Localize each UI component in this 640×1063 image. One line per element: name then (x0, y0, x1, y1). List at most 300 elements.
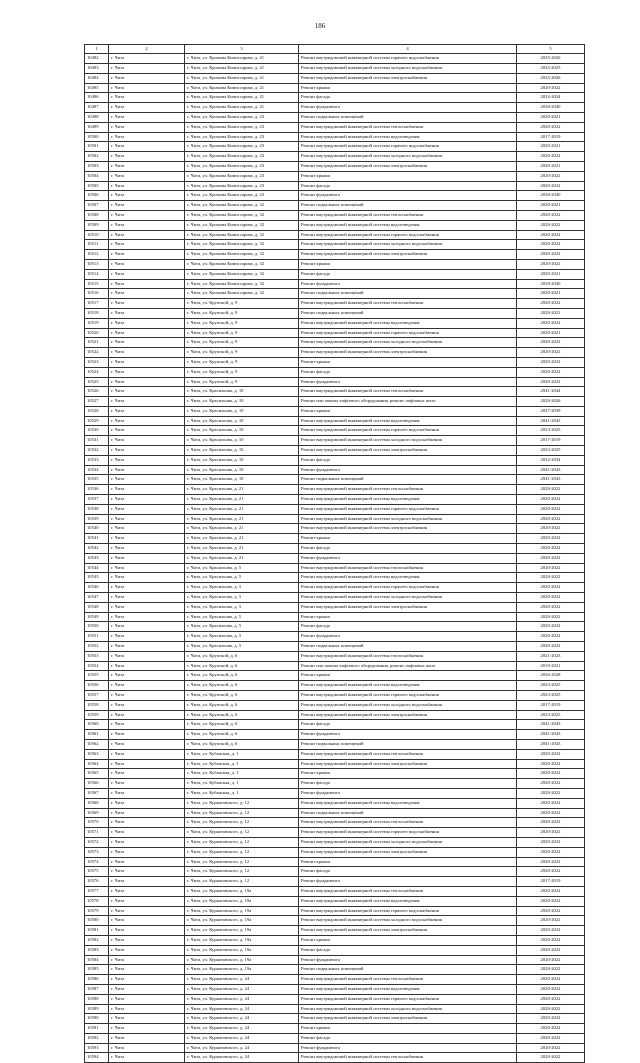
row-settlement: г. Чита (109, 877, 185, 887)
table-row (85, 181, 585, 191)
row-number: 10516 (85, 289, 109, 299)
row-work-type: Ремонт внутридомовой инженерной системы горячего водоснабжения (299, 691, 517, 701)
row-number: 10529 (85, 416, 109, 426)
row-address: г. Чита, ул. Кромова Комиссарова, д. 23 (185, 112, 299, 122)
table-row (85, 544, 585, 554)
row-settlement: г. Чита (109, 573, 185, 583)
row-work-type: Ремонт внутридомовой инженерной системы электроснабжения (299, 348, 517, 358)
row-work-type: Ремонт внутридомовой инженерной системы водоотведения (299, 681, 517, 691)
row-address: г. Чита, ул. Кромова Комиссарова, д. 32 (185, 240, 299, 250)
row-period: 2020-2022 (517, 965, 585, 975)
row-address: г. Чита, ул. Крупской, д. 6 (185, 671, 299, 681)
row-address: г. Чита, ул. Крупской, д. 9 (185, 338, 299, 348)
table-row (85, 975, 585, 985)
row-settlement: г. Чита (109, 416, 185, 426)
row-period: 2020-2022 (517, 348, 585, 358)
row-address: г. Чита, ул. Красильова, д. 21 (185, 485, 299, 495)
row-address: г. Чита, ул. Курнатовского, д. 19а (185, 935, 299, 945)
row-period: 2020-2022 (517, 769, 585, 779)
row-number: 10539 (85, 514, 109, 524)
table-row (85, 1024, 585, 1034)
row-settlement: г. Чита (109, 161, 185, 171)
row-period: 2020-2022 (517, 1033, 585, 1043)
table-row (85, 955, 585, 965)
row-settlement: г. Чита (109, 191, 185, 201)
row-period: 2020-2022 (517, 759, 585, 769)
table-row (85, 397, 585, 407)
row-settlement: г. Чита (109, 308, 185, 318)
table-row (85, 632, 585, 642)
row-number: 10554 (85, 661, 109, 671)
row-address: г. Чита, ул. Крупской, д. 6 (185, 710, 299, 720)
row-address: г. Чита, ул. Курнатовского, д. 19а (185, 955, 299, 965)
row-period: 2017-2019 (517, 877, 585, 887)
row-settlement: г. Чита (109, 945, 185, 955)
row-period: 2020-2021 (517, 269, 585, 279)
row-settlement: г. Чита (109, 514, 185, 524)
row-settlement: г. Чита (109, 691, 185, 701)
row-address: г. Чита, ул. Красильова, д. 10 (185, 406, 299, 416)
row-period: 2020-2022 (517, 602, 585, 612)
row-settlement: г. Чита (109, 788, 185, 798)
row-period: 2020-2022 (517, 210, 585, 220)
row-number: 10559 (85, 710, 109, 720)
table-row (85, 93, 585, 103)
row-work-type: Ремонт фундамента (299, 955, 517, 965)
table-row (85, 387, 585, 397)
table-row (85, 965, 585, 975)
row-address: г. Чита, ул. Красильова, д. 21 (185, 495, 299, 505)
table-row (85, 436, 585, 446)
table-row (85, 279, 585, 289)
row-number: 10569 (85, 808, 109, 818)
row-number: 10496 (85, 93, 109, 103)
row-period: 2020-2022 (517, 250, 585, 260)
row-number: 10594 (85, 1053, 109, 1063)
row-work-type: Ремонт фундамента (299, 553, 517, 563)
row-work-type: Ремонт внутридомовой инженерной системы электроснабжения (299, 161, 517, 171)
table-row (85, 524, 585, 534)
row-address: г. Чита, ул. Красильова, д. 5 (185, 593, 299, 603)
row-number: 10517 (85, 299, 109, 309)
row-settlement: г. Чита (109, 798, 185, 808)
row-work-type: Ремонт внутридомовой инженерной системы электроснабжения (299, 446, 517, 456)
row-settlement: г. Чита (109, 553, 185, 563)
row-period: 2020-2022 (517, 220, 585, 230)
row-number: 10558 (85, 700, 109, 710)
row-number: 10534 (85, 465, 109, 475)
row-period: 2017-2019 (517, 132, 585, 142)
row-work-type: Ремонт внутридомовой инженерной системы горячего водоснабжения (299, 994, 517, 1004)
row-work-type: Ремонт внутридомовой инженерной системы водоотведения (299, 132, 517, 142)
row-address: г. Чита, ул. Курнатовского, д. 19а (185, 896, 299, 906)
row-address: г. Чита, ул. Крупской, д. 6 (185, 700, 299, 710)
row-number: 10498 (85, 112, 109, 122)
row-work-type: Ремонт фасада (299, 720, 517, 730)
row-period: 2020-2022 (517, 83, 585, 93)
row-number: 10493 (85, 64, 109, 74)
row-work-type: Ремонт подвальных помещений (299, 201, 517, 211)
row-period: 2037-2039 (517, 406, 585, 416)
row-settlement: г. Чита (109, 534, 185, 544)
row-number: 10525 (85, 377, 109, 387)
row-work-type: Ремонт внутридомовой инженерной системы горячего водоснабжения (299, 583, 517, 593)
row-work-type: Ремонт фасада (299, 544, 517, 554)
row-settlement: г. Чита (109, 142, 185, 152)
row-work-type: Ремонт внутридомовой инженерной системы горячего водоснабжения (299, 230, 517, 240)
table-row (85, 710, 585, 720)
row-settlement: г. Чита (109, 465, 185, 475)
row-number: 10555 (85, 671, 109, 681)
row-settlement: г. Чита (109, 867, 185, 877)
row-settlement: г. Чита (109, 455, 185, 465)
table-row (85, 916, 585, 926)
row-period: 2041-2043 (517, 720, 585, 730)
row-address: г. Чита, ул. Курнатовского, д. 12 (185, 867, 299, 877)
row-number: 10524 (85, 367, 109, 377)
row-number: 10505 (85, 181, 109, 191)
table-row (85, 847, 585, 857)
row-settlement: г. Чита (109, 886, 185, 896)
row-number: 10549 (85, 612, 109, 622)
row-period: 2020-2022 (517, 622, 585, 632)
row-number: 10533 (85, 455, 109, 465)
row-period: 2020-2022 (517, 749, 585, 759)
row-settlement: г. Чита (109, 759, 185, 769)
header-col-4: 4 (299, 45, 517, 54)
row-work-type: Ремонт внутридомовой инженерной системы электроснабжения (299, 926, 517, 936)
row-work-type: Ремонт подвальных помещений (299, 808, 517, 818)
row-work-type: Ремонт фасада (299, 867, 517, 877)
row-address: г. Чита, ул. Красильова, д. 5 (185, 573, 299, 583)
row-number: 10499 (85, 122, 109, 132)
row-address: г. Чита, ул. Курнатовского, д. 12 (185, 877, 299, 887)
table-row (85, 779, 585, 789)
row-number: 10518 (85, 308, 109, 318)
row-settlement: г. Чита (109, 671, 185, 681)
row-settlement: г. Чита (109, 240, 185, 250)
row-period: 2020-2022 (517, 367, 585, 377)
row-number: 10553 (85, 651, 109, 661)
row-address: г. Чита, ул. Кромова Комиссарова, д. 23 (185, 122, 299, 132)
row-settlement: г. Чита (109, 681, 185, 691)
row-work-type: Ремонт или замена лифтового оборудования, ремонт лифтовых шахт (299, 397, 517, 407)
row-settlement: г. Чита (109, 935, 185, 945)
table-row (85, 367, 585, 377)
row-period: 2023-2025 (517, 710, 585, 720)
row-number: 10531 (85, 436, 109, 446)
row-period: 2041-2043 (517, 739, 585, 749)
row-number: 10577 (85, 886, 109, 896)
row-period: 2020-2022 (517, 544, 585, 554)
table-row (85, 485, 585, 495)
row-number: 10570 (85, 818, 109, 828)
row-address: г. Чита, ул. Крупской, д. 9 (185, 299, 299, 309)
row-work-type: Ремонт подвальных помещений (299, 475, 517, 485)
row-settlement: г. Чита (109, 965, 185, 975)
row-period: 2020-2022 (517, 612, 585, 622)
row-period: 2020-2022 (517, 984, 585, 994)
row-period: 2020-2022 (517, 1053, 585, 1063)
row-settlement: г. Чита (109, 64, 185, 74)
row-period: 2025-2025 (517, 64, 585, 74)
row-address: г. Чита, ул. Кромова Комиссарова, д. 32 (185, 289, 299, 299)
table-row (85, 642, 585, 652)
row-period: 2041-2043 (517, 475, 585, 485)
row-number: 10568 (85, 798, 109, 808)
row-address: г. Чита, ул. Курнатовского, д. 24 (185, 984, 299, 994)
row-address: г. Чита, ул. Курнатовского, д. 19а (185, 906, 299, 916)
row-settlement: г. Чита (109, 563, 185, 573)
row-work-type: Ремонт подвальных помещений (299, 739, 517, 749)
row-period: 2023-2025 (517, 691, 585, 701)
row-number: 10574 (85, 857, 109, 867)
row-period: 2032-2034 (517, 93, 585, 103)
row-address: г. Чита, ул. Курнатовского, д. 12 (185, 818, 299, 828)
row-work-type: Ремонт внутридомовой инженерной системы холодного водоснабжения (299, 700, 517, 710)
row-number: 10573 (85, 847, 109, 857)
row-settlement: г. Чита (109, 357, 185, 367)
row-period: 2020-2022 (517, 896, 585, 906)
row-period: 2017-2019 (517, 436, 585, 446)
row-period: 2020-2022 (517, 583, 585, 593)
row-period: 2020-2022 (517, 818, 585, 828)
row-work-type: Ремонт внутридомовой инженерной системы холодного водоснабжения (299, 1004, 517, 1014)
row-address: г. Чита, ул. Курнатовского, д. 19а (185, 886, 299, 896)
table-row (85, 289, 585, 299)
row-period: 2023-2025 (517, 681, 585, 691)
row-work-type: Ремонт подвальных помещений (299, 112, 517, 122)
row-address: г. Чита, ул. Курнатовского, д. 12 (185, 828, 299, 838)
row-period: 2020-2022 (517, 485, 585, 495)
row-address: г. Чита, ул. Красильова, д. 5 (185, 622, 299, 632)
row-work-type: Ремонт крыши (299, 1024, 517, 1034)
row-period: 2020-2022 (517, 377, 585, 387)
row-period: 2020-2022 (517, 955, 585, 965)
row-work-type: Ремонт фундамента (299, 465, 517, 475)
row-number: 10508 (85, 210, 109, 220)
table-row (85, 328, 585, 338)
row-period: 2020-2022 (517, 299, 585, 309)
row-work-type: Ремонт фасада (299, 93, 517, 103)
row-number: 10536 (85, 485, 109, 495)
table-row (85, 495, 585, 505)
row-work-type: Ремонт подвальных помещений (299, 965, 517, 975)
row-settlement: г. Чита (109, 612, 185, 622)
row-settlement: г. Чита (109, 367, 185, 377)
row-settlement: г. Чита (109, 152, 185, 162)
row-number: 10545 (85, 573, 109, 583)
row-address: г. Чита, ул. Кромова Комиссарова, д. 32 (185, 250, 299, 260)
row-settlement: г. Чита (109, 769, 185, 779)
row-period: 2020-2022 (517, 828, 585, 838)
row-period: 2020-2022 (517, 779, 585, 789)
table-row (85, 132, 585, 142)
row-work-type: Ремонт внутридомовой инженерной системы теплоснабжения (299, 387, 517, 397)
table-row (85, 122, 585, 132)
row-number: 10565 (85, 769, 109, 779)
table-row (85, 661, 585, 671)
table-row (85, 348, 585, 358)
row-work-type: Ремонт внутридомовой инженерной системы холодного водоснабжения (299, 240, 517, 250)
row-settlement: г. Чита (109, 250, 185, 260)
page-number: 186 (314, 22, 326, 30)
row-address: г. Чита, ул. Курнатовского, д. 19а (185, 945, 299, 955)
table-row (85, 906, 585, 916)
row-work-type: Ремонт внутридомовой инженерной системы холодного водоснабжения (299, 338, 517, 348)
row-number: 10593 (85, 1043, 109, 1053)
row-work-type: Ремонт внутридомовой инженерной системы теплоснабжения (299, 886, 517, 896)
row-period: 2020-2022 (517, 318, 585, 328)
row-address: г. Чита, ул. Кромова Комиссарова, д. 23 (185, 132, 299, 142)
row-period: 2020-2022 (517, 181, 585, 191)
header-col-5: 5 (517, 45, 585, 54)
row-address: г. Чита, ул. Кромова Комиссарова, д. 21 (185, 64, 299, 74)
row-settlement: г. Чита (109, 984, 185, 994)
table-row (85, 230, 585, 240)
row-period: 2020-2022 (517, 514, 585, 524)
row-number: 10592 (85, 1033, 109, 1043)
row-settlement: г. Чита (109, 387, 185, 397)
row-work-type: Ремонт внутридомовой инженерной системы электроснабжения (299, 73, 517, 83)
row-address: г. Чита, ул. Курнатовского, д. 24 (185, 1004, 299, 1014)
table-row (85, 788, 585, 798)
row-period: 2026-2028 (517, 671, 585, 681)
row-work-type: Ремонт крыши (299, 406, 517, 416)
row-number: 10572 (85, 837, 109, 847)
row-work-type: Ремонт внутридомовой инженерной системы теплоснабжения (299, 122, 517, 132)
row-address: г. Чита, ул. Красильова, д. 5 (185, 612, 299, 622)
row-address: г. Чита, ул. Кромова Комиссарова, д. 23 (185, 191, 299, 201)
row-address: г. Чита, ул. Курнатовского, д. 12 (185, 847, 299, 857)
row-address: г. Чита, ул. Кромова Комиссарова, д. 23 (185, 171, 299, 181)
row-address: г. Чита, ул. Курнатовского, д. 24 (185, 1053, 299, 1063)
row-number: 10507 (85, 201, 109, 211)
row-number: 10564 (85, 759, 109, 769)
table-row (85, 877, 585, 887)
row-work-type: Ремонт фасада (299, 455, 517, 465)
row-address: г. Чита, ул. Красильова, д. 10 (185, 387, 299, 397)
row-period: 2020-2022 (517, 916, 585, 926)
row-number: 10571 (85, 828, 109, 838)
row-work-type: Ремонт внутридомовой инженерной системы электроснабжения (299, 710, 517, 720)
row-work-type: Ремонт крыши (299, 857, 517, 867)
row-period: 2020-2021 (517, 308, 585, 318)
row-settlement: г. Чита (109, 1033, 185, 1043)
row-work-type: Ремонт крыши (299, 935, 517, 945)
header-col-1: 1 (85, 45, 109, 54)
row-work-type: Ремонт фундамента (299, 377, 517, 387)
row-number: 10588 (85, 994, 109, 1004)
row-period: 2020-2022 (517, 1043, 585, 1053)
row-address: г. Чита, ул. Курнатовского, д. 24 (185, 994, 299, 1004)
row-address: г. Чита, ул. Крупской, д. 6 (185, 739, 299, 749)
row-work-type: Ремонт внутридомовой инженерной системы холодного водоснабжения (299, 152, 517, 162)
row-period: 2020-2022 (517, 926, 585, 936)
row-work-type: Ремонт крыши (299, 769, 517, 779)
row-work-type: Ремонт внутридомовой инженерной системы холодного водоснабжения (299, 514, 517, 524)
row-settlement: г. Чита (109, 299, 185, 309)
row-settlement: г. Чита (109, 593, 185, 603)
row-settlement: г. Чита (109, 259, 185, 269)
table-row (85, 837, 585, 847)
row-address: г. Чита, ул. Курнатовского, д. 24 (185, 1014, 299, 1024)
table-row (85, 210, 585, 220)
row-settlement: г. Чита (109, 700, 185, 710)
row-work-type: Ремонт фундамента (299, 730, 517, 740)
table-row (85, 475, 585, 485)
table-row (85, 534, 585, 544)
table-row (85, 769, 585, 779)
row-address: г. Чита, ул. Крупской, д. 9 (185, 328, 299, 338)
row-settlement: г. Чита (109, 475, 185, 485)
table-row (85, 798, 585, 808)
row-settlement: г. Чита (109, 279, 185, 289)
row-period: 2020-2021 (517, 142, 585, 152)
row-period: 2020-2022 (517, 945, 585, 955)
row-period: 2020-2022 (517, 886, 585, 896)
row-work-type: Ремонт внутридомовой инженерной системы холодного водоснабжения (299, 593, 517, 603)
row-work-type: Ремонт фасада (299, 1033, 517, 1043)
row-settlement: г. Чита (109, 651, 185, 661)
row-address: г. Чита, ул. Красильова, д. 21 (185, 524, 299, 534)
row-work-type: Ремонт фундамента (299, 788, 517, 798)
row-address: г. Чита, ул. Крупской, д. 9 (185, 377, 299, 387)
row-period: 2020-2022 (517, 906, 585, 916)
row-period: 2020-2022 (517, 975, 585, 985)
row-settlement: г. Чита (109, 348, 185, 358)
row-period: 2020-2022 (517, 867, 585, 877)
row-work-type: Ремонт внутридомовой инженерной системы водоотведения (299, 984, 517, 994)
row-address: г. Чита, ул. Крупской, д. 9 (185, 348, 299, 358)
row-settlement: г. Чита (109, 847, 185, 857)
table-row (85, 994, 585, 1004)
row-work-type: Ремонт внутридомовой инженерной системы водоотведения (299, 573, 517, 583)
table-row (85, 240, 585, 250)
row-period: 2038-2040 (517, 103, 585, 113)
row-address: г. Чита, ул. Курнатовского, д. 12 (185, 857, 299, 867)
row-settlement: г. Чита (109, 406, 185, 416)
row-settlement: г. Чита (109, 524, 185, 534)
row-number: 10519 (85, 318, 109, 328)
row-settlement: г. Чита (109, 779, 185, 789)
row-period: 2041-2043 (517, 465, 585, 475)
row-number: 10581 (85, 926, 109, 936)
row-settlement: г. Чита (109, 926, 185, 936)
row-work-type: Ремонт фасада (299, 622, 517, 632)
row-period: 2020-2022 (517, 1024, 585, 1034)
row-address: г. Чита, ул. Кромова Комиссарова, д. 32 (185, 279, 299, 289)
table-row (85, 573, 585, 583)
table-row (85, 103, 585, 113)
row-number: 10566 (85, 779, 109, 789)
table-row (85, 191, 585, 201)
table-row (85, 886, 585, 896)
row-number: 10502 (85, 152, 109, 162)
row-period: 2020-2022 (517, 524, 585, 534)
row-number: 10587 (85, 984, 109, 994)
row-work-type: Ремонт внутридомовой инженерной системы горячего водоснабжения (299, 328, 517, 338)
row-work-type: Ремонт крыши (299, 83, 517, 93)
row-period: 2041-2043 (517, 730, 585, 740)
row-address: г. Чита, ул. Красильова, д. 5 (185, 583, 299, 593)
header-col-3: 3 (185, 45, 299, 54)
row-number: 10544 (85, 563, 109, 573)
row-period: 2020-2022 (517, 994, 585, 1004)
row-settlement: г. Чита (109, 896, 185, 906)
table-row (85, 54, 585, 64)
table-row (85, 465, 585, 475)
